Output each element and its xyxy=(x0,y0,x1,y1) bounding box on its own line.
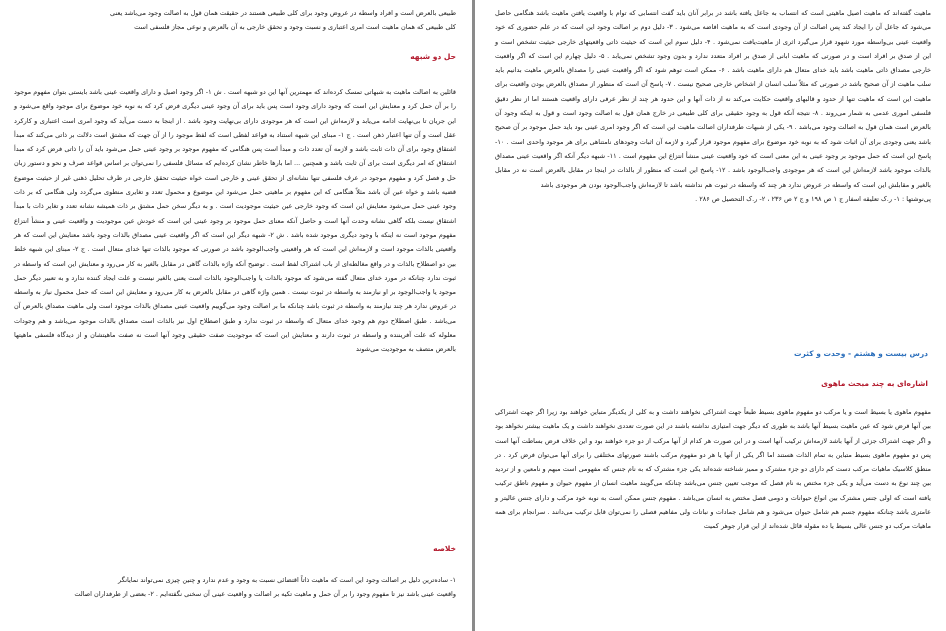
footnote-references: پی‌نوشتها : ۱- ر.ک تعلیقه اسفار ج ۱ ص ۱۹۸ و ج ۲ ص ۲۳۶ ، ۲- ر.ک التحصیل ص ۲۸۶ . xyxy=(695,194,931,203)
left-intro-line: کلی طبیعی که همان ماهیت است امری اعتباری و نسبت وجود و تحقق خارجی به آن بالعرض و نوعی مجاز فلسفی است xyxy=(134,23,456,32)
summary-paragraph xyxy=(14,573,456,602)
left-page xyxy=(0,0,472,631)
right-page xyxy=(475,0,946,631)
section-heading: اشاره‌ای به چند مبحث ماهوی xyxy=(821,379,928,388)
left-body-text: قائلین به اصالت ماهیت به شبهاتی تمسک کرده‌اند که مهمترین آنها این دو شبهه است . ش ۱- اگر وجود اصیل و دارای واقعیت عینی باشد بایستی بتوان مفهوم موجود را بر آن حمل کرد و معنایش این است که وجود دارای وجود است پس باید برای آن وجود عینی دیگری فرض کرد که به نوبه خود موضوع برای موجود واقع می‌شود و این جریان تا بی‌نهایت ادامه می‌یابد و لازمه‌اش این است که هر موجودی دارای بی‌نهایت وجود باشد . از اینجا به دست می‌آید که وجود امری است اعتباری و کارکرد عقل است و آن تنها اعتبار ذهن است . ج ۱- مبنای این شبهه استناد به قواعد لفظی است که لفظ موجود را از آن جهت که مشتق است دلالت بر ذاتی می‌کند که مبدأ اشتقاق وجود برای آن ذات ثابت باشد و لازمه آن تعدد ذات و مبدأ است پس هنگامی که مفهوم موجود بر وجود عینی حمل می‌شود باید آن را ذاتی فرض کرد که مبدأ اشتقاق که امر دیگری است برای آن ثابت باشد و همچنین ... اما بارها خاطر نشان کرده‌ایم که مسائل فلسفی را نمی‌توان بر اساس قواعد صرف و نحو و دستور زبان حل و فصل کرد و مفهوم موجود در عرف فلسفی تنها نشانه‌ای از تحقق عینی و خارجی است خواه حیثیت تحقق خارجی در ظرف تحلیل ذهنی غیر از حیثیت موضوع قضیه باشد و خواه عین آن باشد مثلاً هنگامی که این مفهوم بر ماهیتی حمل می‌شود این موضوع و محمول تعدد و تغایری منطوی می‌گردد ولی هنگامی که بر ذات وجود عینی حمل می‌شود معنایش این است که وجود خارجی عین حیثیت موجودیت است . و به دیگر سخن حمل مشتق بر ذات همیشه نشانه تعدد و تغایر ذات با مبدأ اشتقاق نیست بلکه گاهی نشانه وحدت آنها است و حاصل آنکه معنای حمل موجود بر وجود عینی این است که خودش عین موجودیت و واقعیت عینی و منشأ انتزاع مفهوم موجود است نه اینکه با وجود دیگری موجود شده باشد . ش ۲- شبهه دیگر این است که اگر واقعیت عینی مصداق بالذات وجود باشد معنایش این است که هر واقعیتی بالذات موجود است و لازمه‌اش این است که هر واقعیتی واجب‌الوجود باشد در صورتی که موجود بالذات تنها خدای متعال است . ج ۲- مبنای این شبهه خلط بین دو اصطلاح بالذات و در واقع مغالطه‌ای از باب اشتراک لفظ است . توضیح آنکه واژه بالذات گاهی در مقابل بالغیر به کار می‌رود و معنایش این است که واسطه در ثبوت ندارد چنانکه در مورد خدای متعال گفته می‌شود که موجود بالذات یا واجب‌الوجود بالذات است یعنی بالغیر نیست و علت ایجاد کننده ندارد و به تعبیر دیگر حمل موجود یا واجب‌الوجود بر او نیازمند به واسطه در ثبوت نیست . همین واژه گاهی در مقابل بالعرض به کار می‌رود و معنایش این است که حمل محمول نیاز به واسطه در عروض ندارد هر چند نیازمند به واسطه در ثبوت باشد چنانکه ما بر اصالت وجود می‌گوییم واقعیت عینی مصداق بالذات موجود است ولی ماهیت مصداق بالعرض آن می‌باشد . طبق اصطلاح دوم هم وجود خدای متعال که واسطه در ثبوت ندارد و طبق اصطلاح اول نیز بالذات است مصداق بالذات موجود می‌باشد و هم وجودات معلوله که علت آفریننده و واسطه در ثبوت دارند و معنایش این است که موجودیت صفت حقیقی وجود آنها است نه صفت ماهیتشان و از دیدگاه فلسفی ماهیتها بالعرض متصف به موجودیت می‌شوند xyxy=(14,88,457,354)
summary-line: واقعیت عینی باشد نیز تا مفهوم وجود را بر آن حمل و ماهیت تکیه بر اصالت و واقعیت عینی آن سخنی نگفته‌ایم . ۲- بعضی از طرفداران اصالت xyxy=(74,590,456,599)
right-section-paragraph xyxy=(495,405,931,534)
left-intro xyxy=(14,6,456,35)
summary-heading: خلاصه xyxy=(433,544,456,553)
section-heading: حل دو شبهه xyxy=(410,52,456,61)
left-intro-line: طبیعی بالعرض است و افراد واسطه در عروض وجود برای کلی طبیعی هستند در حقیقت همان قول به اصالت وجود می‌باشد یعنی xyxy=(110,9,456,17)
left-body-paragraph xyxy=(14,85,456,357)
right-section-text: مفهوم ماهوی یا بسیط است و یا مرکب دو مفهوم ماهوی بسیط طبعاً جهت اشتراکی نخواهند داشت و به کلی از یکدیگر متباین خواهند بود زیرا اگر جهت اشتراکی بین آنها فرض شود که عین ماهیت بسیط آنها باشد به طوری که دیگر جهت امتیازی نداشته باشند در این صورت تعددی نخواهند داشت و یک ماهیت بیشتر نخواهد بود و اگر جهت اشتراک جزئی از آنها باشد لازمه‌اش ترکیب آنها است و در این صورت هر کدام از آنها مرکب از دو جزء خواهند بود و این خلاف فرض بساطت آنها است پس دو مفهوم ماهوی بسیط متباین به تمام الذات هستند اما اگر یکی از آنها یا هر دو مفهوم مرکب باشند صورتهای مختلفی را برای آنها می‌توان فرض کرد . در منطق کلاسیک ماهیات مرکب دست کم دارای دو جزء مشترک و ممیز شناخته شده‌اند یکی جزء مشترک که به نام جنس که مفهومی است مبهم و نامعین و از تردید بین چند نوع به دست می‌آید و یکی جزء مختص به نام فصل که موجب تعیین جنس می‌باشد چنانکه می‌گویند ماهیت انسان از مفهوم حیوان و مفهوم ناطق ترکیب یافته است که اولی جنس مشترک بین انواع حیوانات و دومی فصل مختص به انسان می‌باشد . مفهوم جنس ممکن است به نوبه خود مرکب و دارای جنس عالیتر و عامتری باشد چنانکه مفهوم جسم هم شامل حیوان می‌شود و هم شامل جمادات و نباتات ولی مفاهیم فصلی را نمی‌توان قابل ترکیب می‌دانند . سرانجام برای همه ماهیات مرکب دو جنس عالی بسیط یا ده مقوله قائل شده‌اند از این قرار جوهر کمیت xyxy=(495,408,931,531)
summary-line: ۱- ساده‌ترین دلیل بر اصالت وجود این است که ماهیت ذاتاً اقتضائی نسبت به وجود و عدم ندارد و چنین چیزی نمی‌تواند نمایانگر xyxy=(118,576,456,584)
right-body-paragraph xyxy=(495,6,931,206)
right-body-text: ماهیت گفته‌اند که ماهیت اصیل ماهیتی است که انتساب به جاعل یافته باشد در برابر آنان باید گفت انتسابی که توام با واقعیت یافتن ماهیت باشد هنگامی حاصل می‌شود که جاعل آن را ایجاد کند پس اصالت از آن وجودی است که به ماهیت افاضه می‌شود . ۳- دلیل دوم بر اصالت وجود این است که در علم حضوری که خود واقعیت عینی بی‌واسطه مورد شهود قرار می‌گیرد اثری از ماهیت‌یافت نمی‌شود . ۴- دلیل سوم این است که حیثیت ذاتی واقعیتهای خارجی حیثیت تشخص است و این از صدق بر افراد است و در صورتی که ماهیت ابانی از صدق بر افراد متعدد ندارد و بدون وجود تشخص نمی‌یابد . ۵- دلیل چهارم این است که اگر واقعیت خارجی مصداق ذاتی ماهیت باشد باید خدای متعال هم دارای ماهیت باشد . ۶- ممکن است توهم شود که اگر واقعیت عینی را مصداق بالعرض ماهیت بدانیم باید سلب ماهیت از آن صحیح باشد در صورتی که مثلاً سلب انسان از اشخاص خارجی صحیح نیست . ۷- پاسخ آن است که منظور از مصداق بالعرض بودن واقعیت برای ماهیت این است که ماهیت تنها از حدود و قالبهای واقعیت حکایت می‌کند نه از ذات آنها و این حدود هر چند از نظر عرفی دارای واقعیت هستند اما از نظر دقیق فلسفی اموری عدمی به شمار می‌روند . ۸- نتیجه آنکه قول به وجود حقیقی برای کلی طبیعی در خارج همان قول به اصالت وجود است و قول به اینکه وجود آن بالعرض است همان قول به اصالت وجود می‌باشد . ۹- یکی از شبهات طرفداران اصالت ماهیت این است که اگر وجود امری عینی بود باید حمل موجود بر آن صحیح باشد یعنی وجودی برای آن اثبات شود که به نوبه خود موضوع برای مفهوم موجود قرار گیرد و لازمه آن اثبات وجودهای نامتناهی برای هر موجود واحدی است . ۱۰- پاسخ این است که حمل موجود بر وجود عینی به این معنی است که خود واقعیت عینی منشأ انتزاع این مفهوم است . ۱۱- شبهه دیگر آنکه اگر واقعیت عینی مصداق بالذات موجود باشد لازمه‌اش این است که هر موجودی واجب‌الوجود باشد . ۱۲- پاسخ این است که منظور از بالذات در اینجا در مقابل بالعرض است نه در مقابل بالغیر و مقابلش این است که واسطه در عروض ندارد هر چند که واسطه در ثبوت هم نداشته باشد تا لازمه‌اش واجب‌الوجود بودن هر موجودی باشد xyxy=(495,9,931,189)
lesson-heading: درس بیست و هشتم - وحدت و کثرت xyxy=(793,349,928,358)
